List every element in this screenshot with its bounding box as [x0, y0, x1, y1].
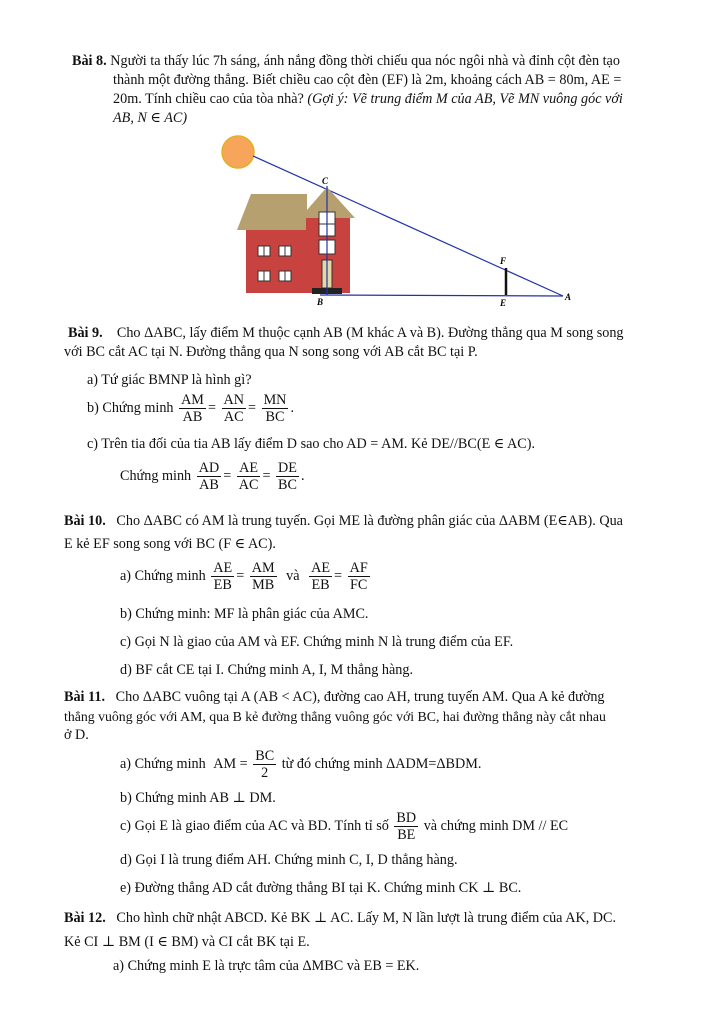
exercise-11d: d) Gọi I là trung điểm AH. Chứng minh C, I, D thẳng hàng.	[120, 852, 458, 868]
exercise-11c: c) Gọi E là giao điểm của AC và BD. Tính tỉ số $\frac{BD}{BE}$ và chứng minh DM // EC	[120, 810, 569, 843]
exercise-10d: d) BF cắt CE tại I. Chứng minh A, I, M thẳng hàng.	[120, 662, 413, 678]
exercise-8-hint: (Gợi ý: Vẽ trung điểm M của AB, Vẽ MN vuông góc với	[307, 91, 623, 107]
sun-icon	[222, 136, 254, 168]
exercise-9c: c) Trên tia đối của tia AB lấy điểm D sao cho AD = AM. Kẻ DE//BC(E ∈ AC).	[87, 436, 536, 452]
exercise-12a: a) Chứng minh E là trực tâm của ΔMBC và EB = EK.	[113, 958, 420, 974]
exercise-8-line1: Người ta thấy lúc 7h sáng, ánh nắng đồng thời chiếu qua nóc ngôi nhà và đỉnh cột đèn tạo	[110, 53, 620, 69]
exercise-9c-proof: Chứng minh $\frac{AD}{AB}$ = $\frac{AE}{AC}$ = $\frac{DE}{BC}$ .	[120, 460, 305, 493]
point-b-label: B	[317, 297, 324, 307]
exercise-12-title: Bài 12.	[64, 910, 106, 926]
ground-line	[320, 295, 563, 296]
point-e-label: E	[500, 298, 507, 308]
exercise-8-line3: 20m. Tính chiều cao của tòa nhà?	[113, 91, 308, 107]
exercise-12-line2: Kẻ CI ⊥ BM (I ∈ BM) và CI cắt BK tại E.	[64, 934, 310, 950]
exercise-9-title: Bài 9.	[68, 325, 103, 341]
point-a-label: A	[565, 292, 572, 302]
point-f-label: F	[500, 256, 507, 266]
exercise-10b: b) Chứng minh: MF là phân giác của AMC.	[120, 606, 369, 622]
exercise-8	[72, 52, 692, 128]
exercise-11a: a) Chứng minh AM = $\frac{BC}{2}$ từ đó chứng minh ΔADM=ΔBDM.	[120, 748, 482, 781]
exercise-10-title: Bài 10.	[64, 513, 106, 529]
exercise-11-line3: ở D.	[64, 727, 89, 743]
house-left-wall	[246, 230, 308, 293]
point-c-label: C	[322, 176, 329, 186]
exercise-8-line2: thành một đường thẳng. Biết chiều cao cột đèn (EF) là 2m, khoảng cách AB = 80m, AE =	[113, 72, 622, 88]
house-left-roof	[237, 194, 307, 230]
exercise-12	[64, 906, 714, 954]
exercise-8-hint-end: AB, N ∈ AC)	[113, 110, 188, 126]
house-sun-figure	[215, 130, 585, 310]
exercise-11-line1: Cho ΔABC vuông tại A (AB < AC), đường cao AH, trung tuyến AM. Qua A kẻ đường	[115, 689, 605, 705]
exercise-10-line1: Cho ΔABC có AM là trung tuyến. Gọi ME là đường phân giác của ΔABM (E∈AB). Qua	[116, 513, 623, 529]
exercise-11	[64, 688, 714, 745]
exercise-9	[64, 324, 704, 362]
exercise-11-title: Bài 11.	[64, 689, 105, 705]
exercise-9b: b) Chứng minh $\frac{AM}{AB}$ = $\frac{AN}{AC}$ = $\frac{MN}{BC}$ .	[87, 392, 294, 425]
exercise-10-line2: E kẻ EF song song với BC (F ∈ AC).	[64, 536, 276, 552]
exercise-9-line2: với BC cắt AC tại N. Đường thẳng qua N song song với AB cắt BC tại P.	[64, 344, 478, 360]
exercise-11-line2: thẳng vuông góc với AM, qua B kẻ đường thẳng vuông góc với BC, hai đường thẳng này cắt nhau	[64, 709, 606, 724]
exercise-8-title: Bài 8.	[72, 53, 107, 69]
exercise-10c: c) Gọi N là giao của AM và EF. Chứng minh N là trung điểm của EF.	[120, 634, 514, 650]
exercise-10a: a) Chứng minh $\frac{AE}{EB}$ = $\frac{AM}{MB}$ và $\frac{AE}{EB}$ = $\frac{AF}{FC}$	[120, 560, 368, 593]
exercise-11e: e) Đường thẳng AD cắt đường thẳng BI tại K. Chứng minh CK ⊥ BC.	[120, 880, 522, 896]
exercise-12-line1: Cho hình chữ nhật ABCD. Kẻ BK ⊥ AC. Lấy M, N lần lượt là trung điểm của AK, DC.	[116, 910, 617, 926]
exercise-10	[64, 512, 714, 554]
exercise-11b: b) Chứng minh AB ⊥ DM.	[120, 790, 276, 806]
exercise-9-line1: Cho ΔABC, lấy điểm M thuộc cạnh AB (M khác A và B). Đường thẳng qua M song song	[116, 325, 624, 341]
exercise-9a: a) Tứ giác BMNP là hình gì?	[87, 372, 252, 388]
